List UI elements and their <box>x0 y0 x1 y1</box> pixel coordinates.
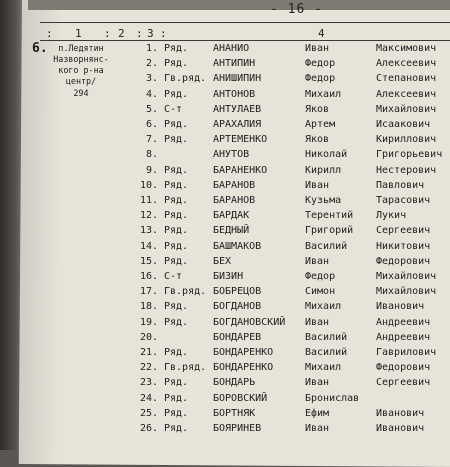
entry-number: 14. <box>139 240 158 252</box>
header-rule-top <box>40 22 450 23</box>
page-top-edge <box>28 0 450 10</box>
entry-number: 5. <box>145 103 158 115</box>
entry-number: 21. <box>139 347 158 358</box>
entry-patronymic: Михайлович <box>376 286 437 298</box>
entry-given-name: Михаил <box>305 301 342 313</box>
column-header-separators: : <box>136 27 143 40</box>
list-item <box>0 41 450 56</box>
entry-rank: Ряд. <box>164 392 189 404</box>
column-header-2: 2 <box>118 27 125 40</box>
entry-surname: БОГДАНОВСКИЙ <box>213 316 286 328</box>
entry-patronymic: Лукич <box>376 210 407 222</box>
entry-number: 4. <box>145 88 158 100</box>
entry-rank: С-т <box>164 103 183 115</box>
list-item <box>0 163 450 178</box>
entry-surname: АНТОНОВ <box>213 88 256 100</box>
entry-number: 18. <box>139 301 158 313</box>
entry-surname: БОНДАРЕВ <box>213 331 262 343</box>
entry-number: 22. <box>139 362 158 374</box>
entry-patronymic: Иванович <box>376 301 425 313</box>
list-item <box>0 406 450 421</box>
list-item <box>0 117 450 132</box>
entry-number: 1. <box>145 43 158 54</box>
unit-code: 294 <box>73 89 89 99</box>
entry-rank: Ряд. <box>164 407 189 419</box>
entry-given-name: Кирилл <box>305 164 342 176</box>
entry-surname: АНТУЛАЕВ <box>213 103 262 115</box>
list-item <box>0 223 450 238</box>
unit-line: п.Ледятин <box>58 43 104 53</box>
entry-number: 11. <box>139 195 158 206</box>
entry-given-name: Михаил <box>305 88 342 100</box>
entry-number: 26. <box>139 423 158 434</box>
entry-patronymic: Никитович <box>376 240 431 252</box>
entry-given-name: Григорий <box>305 225 354 237</box>
entry-surname: БАРАНОВ <box>213 195 256 206</box>
entry-rank: Ряд. <box>164 423 189 434</box>
entry-rank: Ряд. <box>164 377 189 389</box>
entry-patronymic: Алексеевич <box>376 88 437 100</box>
entry-rank: Ряд. <box>164 225 189 237</box>
list-item <box>0 87 450 102</box>
entry-surname: БОНДАРЕНКО <box>213 362 274 374</box>
entry-patronymic: Павлович <box>376 179 425 191</box>
column-header-4: 4 <box>318 27 325 40</box>
entry-given-name: Василий <box>305 240 348 252</box>
entry-surname: АНУТОВ <box>213 149 250 161</box>
entry-patronymic: Михайлович <box>376 271 437 282</box>
entry-number: 13. <box>139 225 158 237</box>
entry-rank: Ряд. <box>164 164 189 176</box>
entry-number: 25. <box>139 407 158 419</box>
entry-surname: АНАНИО <box>213 43 250 54</box>
entry-rank: Ряд. <box>164 43 189 54</box>
entry-patronymic: Кириллович <box>376 134 437 146</box>
entry-surname: АНТИПИН <box>213 58 256 70</box>
list-item <box>0 345 450 360</box>
entry-number: 16. <box>139 271 158 282</box>
entry-given-name: Иван <box>305 255 330 267</box>
entry-rank: Ряд. <box>164 119 189 130</box>
entry-number: 3. <box>145 73 158 85</box>
entry-patronymic: Степанович <box>376 73 437 85</box>
entry-surname: БАШМАКОВ <box>213 240 262 252</box>
entry-patronymic: Тарасович <box>376 195 431 206</box>
entry-number: 19. <box>139 316 158 328</box>
entry-surname: АНИШИПИН <box>213 73 262 85</box>
entry-number: 8. <box>145 149 158 161</box>
entry-patronymic: Иванович <box>376 423 425 434</box>
entry-surname: БОНДАРЕНКО <box>213 347 274 358</box>
entry-given-name: Артем <box>305 119 336 130</box>
list-item <box>0 71 450 86</box>
list-item <box>0 239 450 254</box>
column-header-separators: : <box>46 27 53 40</box>
entry-rank: Ряд. <box>164 134 189 146</box>
entry-surname: БОРОВСКИЙ <box>213 392 268 404</box>
column-header-1: 1 <box>75 27 82 40</box>
entry-surname: АРТЕМЕНКО <box>213 134 268 146</box>
unit-index: 6. <box>32 41 48 56</box>
unit-line: кого р-на <box>58 65 104 75</box>
entry-surname: АРАХАЛИЯ <box>213 119 262 130</box>
list-item <box>0 299 450 314</box>
entry-given-name: Иван <box>305 316 330 328</box>
entry-surname: БОРТНЯК <box>213 407 256 419</box>
entry-given-name: Федор <box>305 271 336 282</box>
entry-number: 24. <box>139 392 158 404</box>
entry-given-name: Терентий <box>305 210 354 222</box>
list-item <box>0 284 450 299</box>
entry-number: 17. <box>139 286 158 298</box>
entry-patronymic: Федорович <box>376 362 431 374</box>
entry-patronymic: Максимович <box>376 43 437 54</box>
entry-patronymic: Андреевич <box>376 316 431 328</box>
entry-rank: Ряд. <box>164 240 189 252</box>
entry-number: 9. <box>145 164 158 176</box>
entry-patronymic: Гаврилович <box>376 347 437 358</box>
entry-given-name: Симон <box>305 286 336 298</box>
entry-rank: Гв.ряд. <box>164 73 207 85</box>
entry-given-name: Иван <box>305 179 330 191</box>
entry-number: 23. <box>139 377 158 389</box>
list-item <box>0 56 450 71</box>
entry-surname: БАРАНОВ <box>213 179 256 191</box>
entry-given-name: Иван <box>305 423 330 434</box>
entry-number: 7. <box>145 134 158 146</box>
entry-given-name: Иван <box>305 377 330 389</box>
list-item <box>0 193 450 208</box>
list-item <box>0 147 450 162</box>
entry-surname: БИЗИН <box>213 271 244 282</box>
entry-patronymic: Сергеевич <box>376 377 431 389</box>
unit-line: Назворнянс- <box>53 54 109 64</box>
entry-patronymic: Иванович <box>376 407 425 419</box>
column-header-separators: : <box>104 27 111 40</box>
entry-rank: Ряд. <box>164 347 189 358</box>
entry-given-name: Федор <box>305 73 336 85</box>
entry-given-name: Николай <box>305 149 348 161</box>
entry-rank: Ряд. <box>164 301 189 313</box>
entry-patronymic: Сергеевич <box>376 225 431 237</box>
entry-given-name: Василий <box>305 347 348 358</box>
list-item <box>0 360 450 375</box>
entry-given-name: Кузьма <box>305 195 342 206</box>
entry-rank: Гв.ряд. <box>164 286 207 298</box>
entry-rank: Ряд. <box>164 316 189 328</box>
entry-patronymic: Нестерович <box>376 164 437 176</box>
entry-number: 15. <box>139 255 158 267</box>
entry-patronymic: Григорьевич <box>376 149 443 161</box>
page-number: - 16 - <box>270 2 323 17</box>
entry-surname: БОЯРИНЕВ <box>213 423 262 434</box>
entry-number: 2. <box>145 58 158 70</box>
entry-patronymic: Михайлович <box>376 103 437 115</box>
unit-line: центр/ <box>65 76 97 86</box>
entry-given-name: Федор <box>305 58 336 70</box>
entry-patronymic: Алексеевич <box>376 58 437 70</box>
entry-rank: Ряд. <box>164 58 189 70</box>
list-item <box>0 421 450 436</box>
list-item <box>0 208 450 223</box>
entry-surname: БАРАНЕНКО <box>213 164 268 176</box>
list-item <box>0 102 450 117</box>
entry-surname: БОНДАРЬ <box>213 377 256 389</box>
entry-rank: Ряд. <box>164 195 189 206</box>
entry-rank: Ряд. <box>164 88 189 100</box>
column-header-3: 3 <box>147 27 154 40</box>
list-item <box>0 315 450 330</box>
list-item <box>0 132 450 147</box>
entry-number: 10. <box>139 179 158 191</box>
entry-rank: С-т <box>164 271 183 282</box>
entry-patronymic: Федорович <box>376 255 431 267</box>
entry-surname: БАРДАК <box>213 210 250 222</box>
list-item <box>0 375 450 390</box>
entry-given-name: Яков <box>305 134 330 146</box>
entry-given-name: Ефим <box>305 407 330 419</box>
entry-surname: БОГДАНОВ <box>213 301 262 313</box>
entry-surname: БЕХ <box>213 255 232 267</box>
list-item <box>0 330 450 345</box>
entry-number: 20. <box>139 331 158 343</box>
list-item <box>0 178 450 193</box>
entry-given-name: Василий <box>305 331 348 343</box>
entry-rank: Гв.ряд. <box>164 362 207 374</box>
entry-given-name: Иван <box>305 43 330 54</box>
list-item <box>0 269 450 284</box>
entry-number: 6. <box>145 119 158 130</box>
entry-given-name: Бронислав <box>305 392 360 404</box>
entry-given-name: Яков <box>305 103 330 115</box>
entry-given-name: Михаил <box>305 362 342 374</box>
entry-rank: Ряд. <box>164 255 189 267</box>
list-item <box>0 391 450 406</box>
entry-patronymic: Андреевич <box>376 331 431 343</box>
list-item <box>0 254 450 269</box>
entry-patronymic: Исаакович <box>376 119 431 130</box>
entry-surname: БОБРЕЦОВ <box>213 286 262 298</box>
entry-surname: БЕДНЫЙ <box>213 225 250 237</box>
entry-rank: Ряд. <box>164 210 189 222</box>
entry-rank: Ряд. <box>164 179 189 191</box>
column-header-separators: : <box>160 27 167 40</box>
entry-number: 12. <box>139 210 158 222</box>
